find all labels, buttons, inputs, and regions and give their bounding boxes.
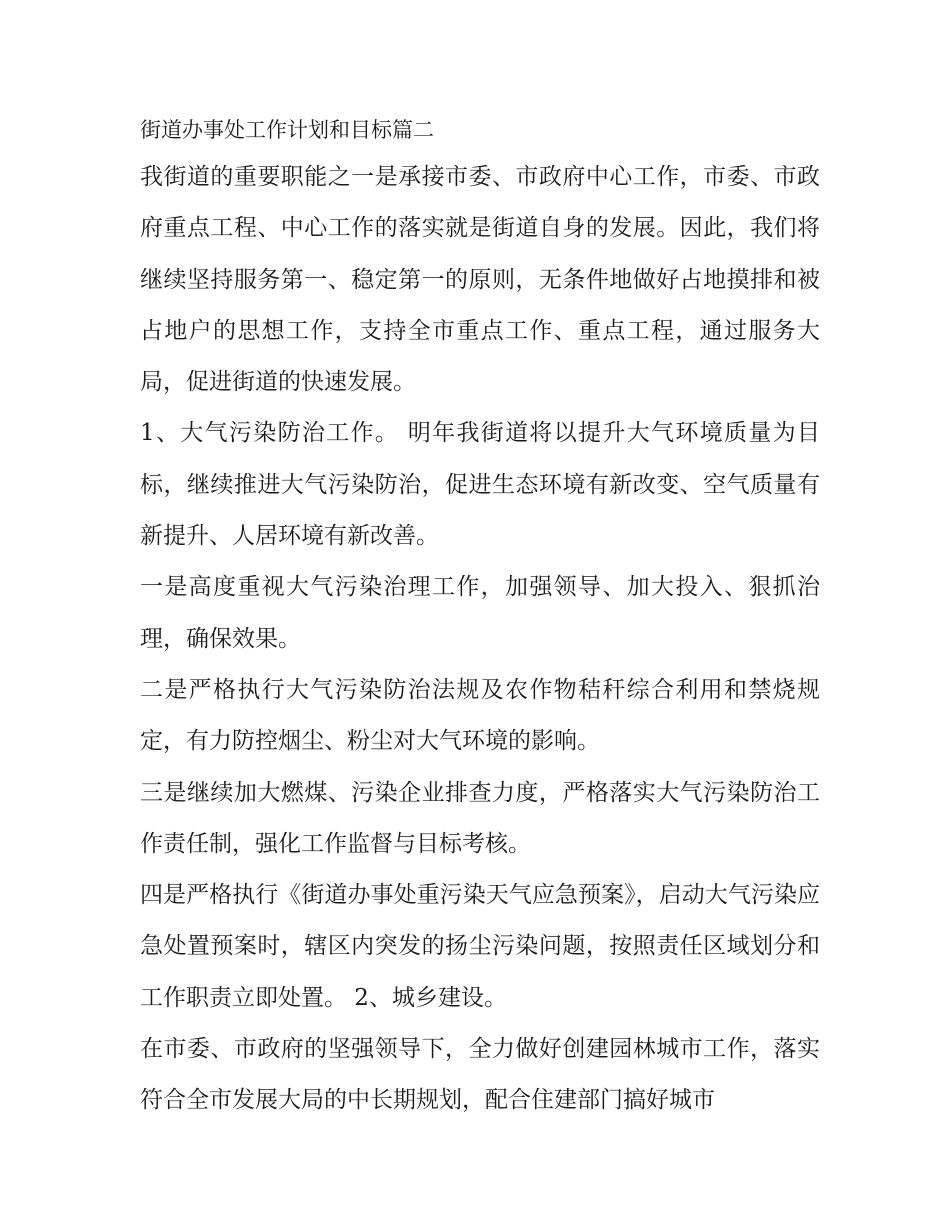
paragraph-point-one: 一是高度重视大气污染治理工作，加强领导、加大投入、狠抓治理，确保效果。 xyxy=(140,574,820,652)
document-body xyxy=(140,108,820,1127)
document-title: 街道办事处工作计划和目标篇二 xyxy=(140,118,434,142)
paragraph-air-pollution: 1、大气污染防治工作。 明年我街道将以提升大气环境质量为目标，继续推进大气污染防治，促进生态环境有新改变、空气质量有新提升、人居环境有新改善。 xyxy=(140,420,820,550)
paragraph-intro: 我街道的重要职能之一是承接市委、市政府中心工作，市委、市政府重点工程、中心工作的落实就是街道自身的发展。因此，我们将继续坚持服务第一、稳定第一的原则，无条件地做好占地摸排和被占地户的思想工作，支持全市重点工作、重点工程，通过服务大局，促进街道的快速发展。 xyxy=(140,164,820,396)
paragraph-point-three: 三是继续加大燃煤、污染企业排查力度，严格落实大气污染防治工作责任制，强化工作监督与目标考核。 xyxy=(140,779,820,857)
paragraph-point-four: 四是严格执行《街道办事处重污染天气应急预案》，启动大气污染应急处置预案时，辖区内突发的扬尘污染问题，按照责任区域划分和工作职责立即处置。 2、城乡建设。 xyxy=(140,882,820,1011)
paragraph-urban-rural: 在市委、市政府的坚强领导下，全力做好创建园林城市工作，落实符合全市发展大局的中长期规划，配合住建部门搞好城市 xyxy=(140,1036,820,1114)
paragraph-point-two: 二是严格执行大气污染防治法规及农作物秸秆综合利用和禁烧规定，有力防控烟尘、粉尘对大气环境的影响。 xyxy=(140,676,820,755)
